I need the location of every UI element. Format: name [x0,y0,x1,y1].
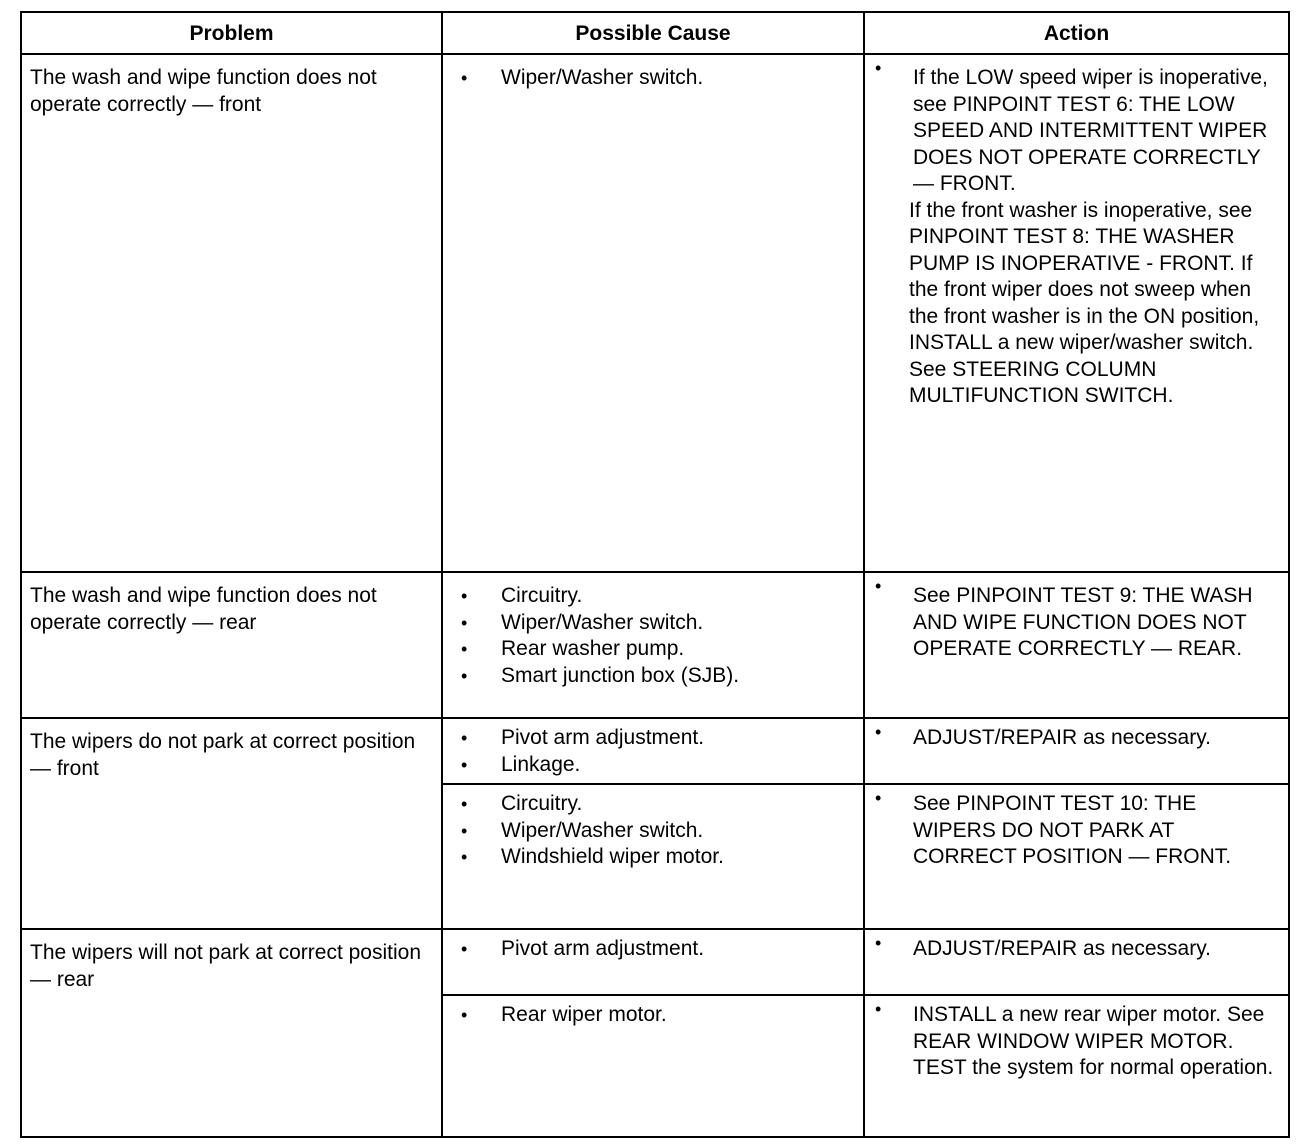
cause-cell [442,784,864,929]
cause-cell [442,572,864,718]
cause-item: • Pivot arm adjustment. [451,725,855,752]
cause-item: • Rear washer pump. [451,636,855,663]
diagnosis-table [20,11,1290,1138]
cause-list [451,791,855,871]
cause-list [451,65,855,92]
cause-item: • Wiper/Washer switch. [451,818,855,845]
action-text: ADJUST/REPAIR as necessary. [913,726,1211,749]
table-row [21,54,1289,572]
action-cell [864,54,1289,572]
cause-list [451,936,855,963]
table-row [21,572,1289,718]
cause-item: • Wiper/Washer switch. [451,610,855,637]
cause-item: • Windshield wiper motor. [451,844,855,871]
action-text: If the LOW speed wiper is inoperative, see PINPOINT TEST 6: THE LOW SPEED AND INTERMITTENT WIPER DOES NOT OPERATE CORRECTLY — FRONT. [913,66,1268,195]
problem-cell: The wash and wipe function does not operate correctly — front [21,54,442,572]
problem-cell: The wipers will not park at correct position — rear [21,929,442,1137]
header-action: Action [864,12,1289,54]
header-possible-cause: Possible Cause [442,12,864,54]
bullet-icon: • [875,788,882,808]
cause-list [451,1002,855,1029]
cause-item: • Wiper/Washer switch. [451,65,855,92]
cause-cell [442,995,864,1137]
action-text: If the front washer is inoperative, see PINPOINT TEST 8: THE WASHER PUMP IS INOPERATIVE - FRONT. If the front wiper does not sweep when the front washer is in the ON position, INSTALL a new wiper/washer switch. See STEERING COLUMN MULTIFUNCTION SWITCH. [909,198,1260,407]
bullet-icon: • [875,933,882,953]
cause-item: • Circuitry. [451,791,855,818]
cause-cell [442,54,864,572]
action-cell [864,572,1289,718]
action-text: See PINPOINT TEST 9: THE WASH AND WIPE FUNCTION DOES NOT OPERATE CORRECTLY — REAR. [913,584,1253,660]
action-cell [864,995,1289,1137]
cause-item: • Pivot arm adjustment. [451,936,855,963]
action-text: See PINPOINT TEST 10: THE WIPERS DO NOT PARK AT CORRECT POSITION — FRONT. [913,792,1232,868]
action-cell [864,718,1289,784]
bullet-icon: • [875,576,882,596]
cause-item: • Linkage. [451,752,855,779]
table-row [21,718,1289,784]
cause-item: • Smart junction box (SJB). [451,663,855,690]
problem-cell: The wash and wipe function does not operate correctly — rear [21,572,442,718]
header-problem: Problem [21,12,442,54]
cause-item: • Circuitry. [451,583,855,610]
action-text: INSTALL a new rear wiper motor. See REAR WINDOW WIPER MOTOR. TEST the system for normal operation. [913,1003,1274,1079]
action-cell [864,929,1289,995]
cause-item: • Rear wiper motor. [451,1002,855,1029]
cause-list [451,583,855,689]
cause-cell [442,718,864,784]
cause-cell [442,929,864,995]
header-row [21,12,1289,54]
bullet-icon: • [875,999,882,1019]
action-text: ADJUST/REPAIR as necessary. [913,937,1211,960]
cause-list [451,725,855,778]
bullet-icon: • [875,722,882,742]
action-cell [864,784,1289,929]
bullet-icon: • [875,58,882,78]
problem-cell: The wipers do not park at correct position — front [21,718,442,929]
table-row [21,929,1289,995]
